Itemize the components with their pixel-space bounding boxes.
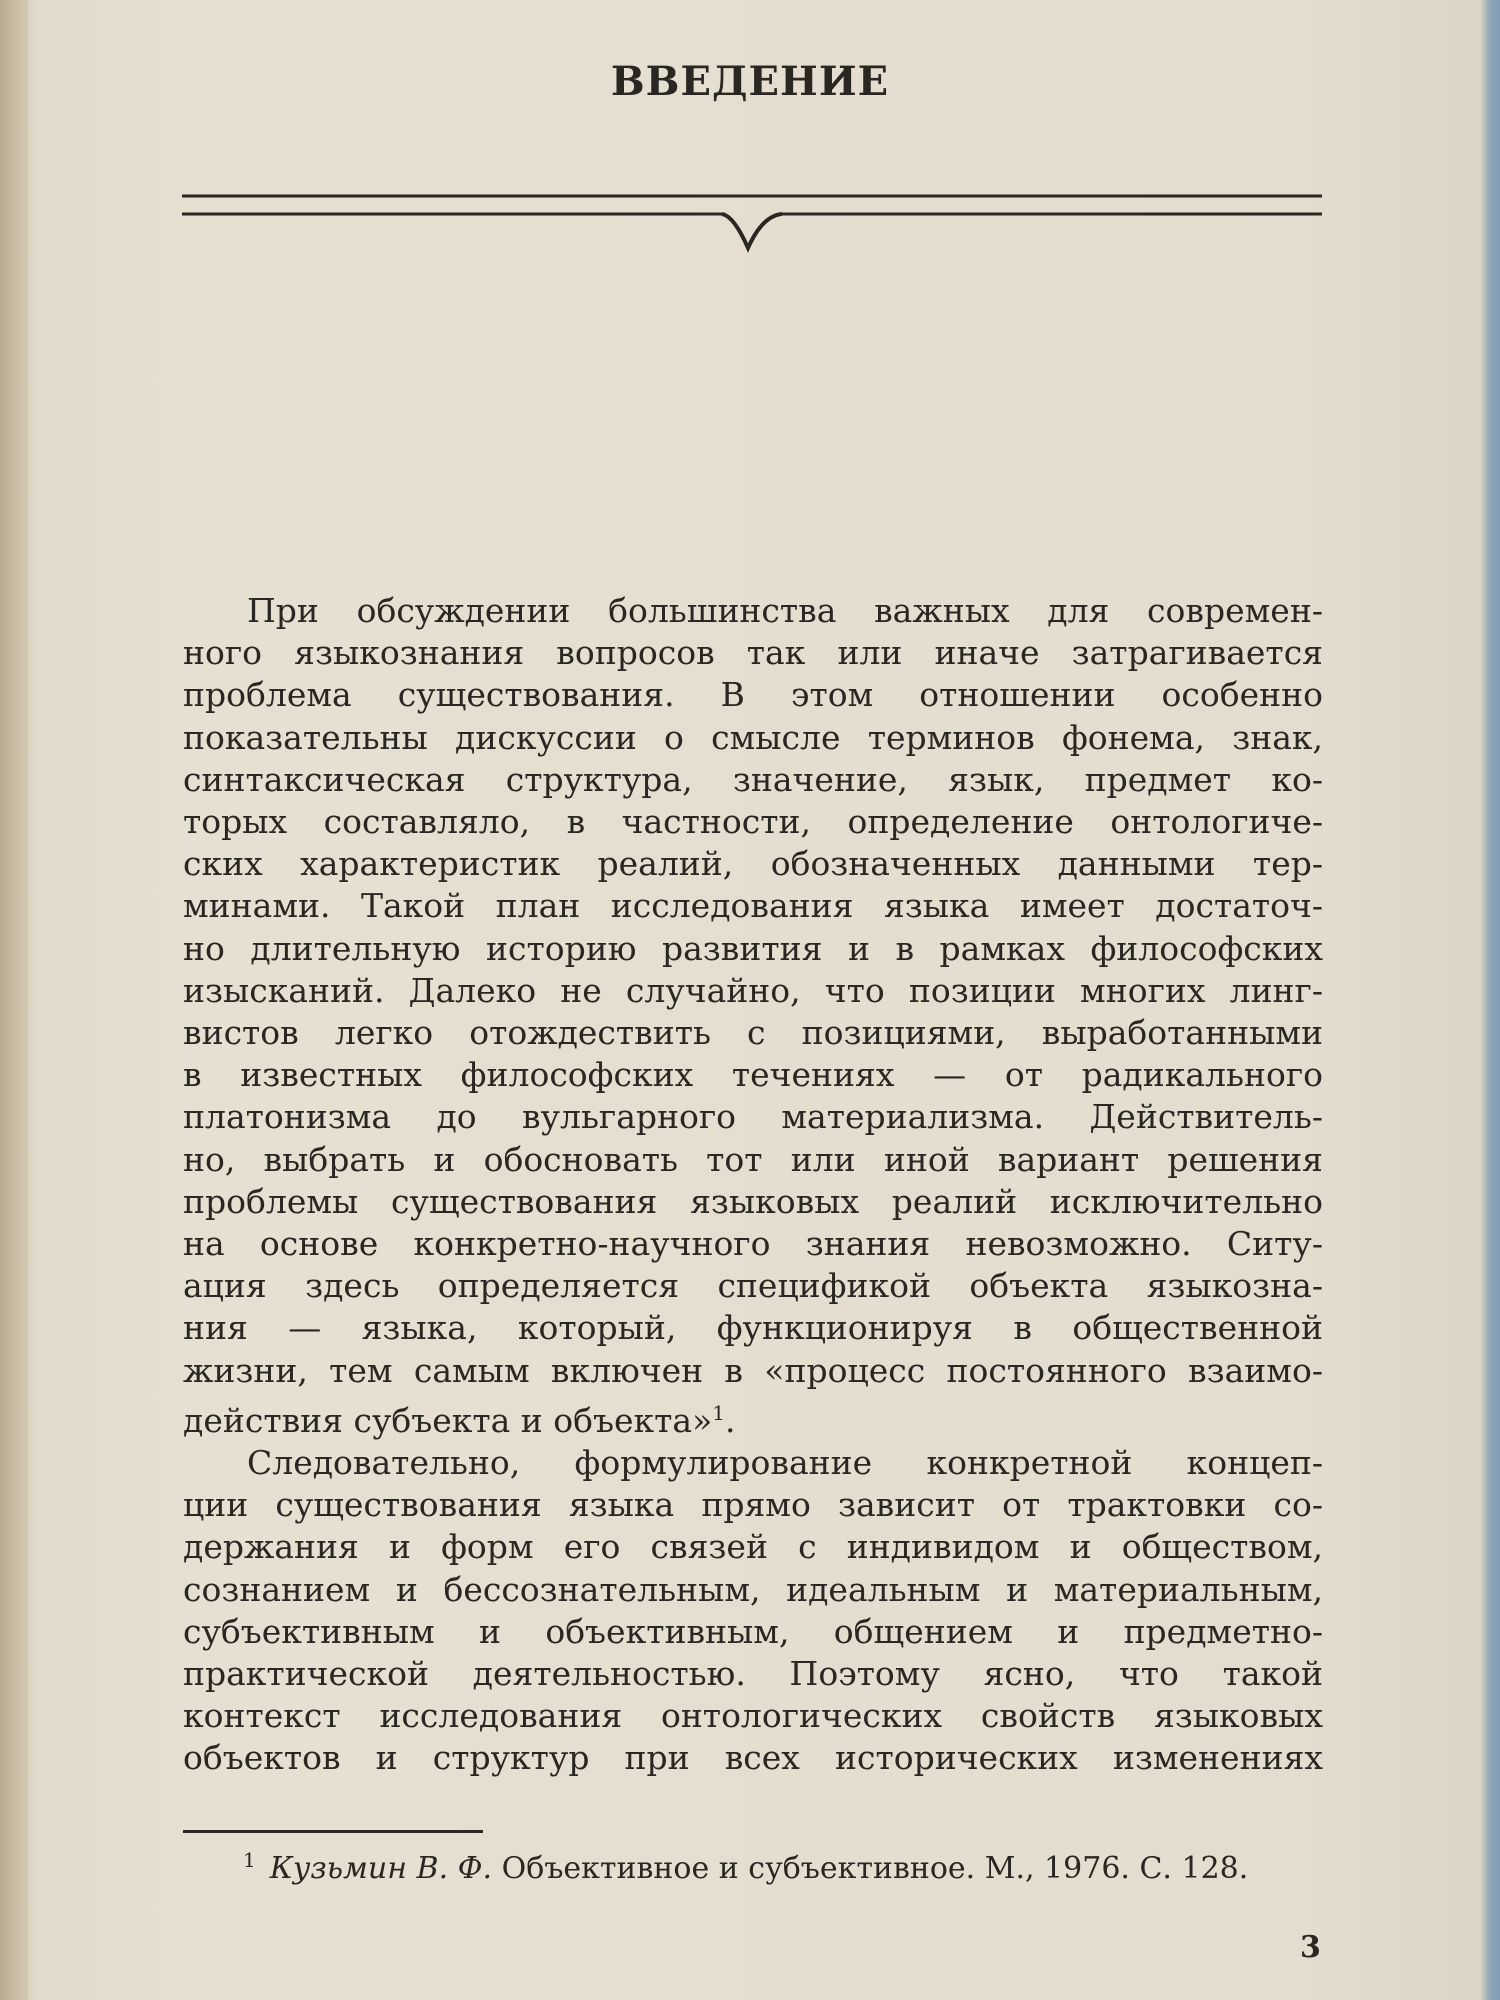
text-line: объектов и структур при всех исторических изменениях bbox=[183, 1738, 1323, 1778]
page-number: 3 bbox=[1300, 1930, 1321, 1965]
text-line-content: действия субъекта и объекта» bbox=[183, 1400, 713, 1440]
text-line: ного языкознания вопросов так или иначе затрагивается bbox=[183, 633, 1323, 673]
footnote bbox=[243, 1848, 1248, 1886]
text-line: ции существования языка прямо зависит от трактовки со- bbox=[183, 1485, 1323, 1525]
text-line: но, выбрать и обосновать тот или иной вариант решения bbox=[183, 1139, 1323, 1179]
text-line: вистов легко отождествить с позициями, выработанными bbox=[183, 1013, 1323, 1053]
text-line: платонизма до вульгарного материализма. Действитель- bbox=[183, 1097, 1323, 1137]
text-line: торых составляло, в частности, определение онтологиче- bbox=[183, 802, 1323, 842]
text-line: проблемы существования языковых реалий исключительно bbox=[183, 1181, 1323, 1221]
footnote-reference: 1 bbox=[712, 1400, 726, 1425]
text-line: При обсуждении большинства важных для современ- bbox=[247, 591, 1323, 630]
footnote-author: Кузьмин В. Ф. bbox=[269, 1851, 493, 1886]
text-line: контекст исследования онтологических свойств языковых bbox=[183, 1696, 1323, 1736]
text-line: жизни, тем самым включен в «процесс постоянного взаимо- bbox=[183, 1350, 1323, 1390]
ornamental-divider bbox=[182, 190, 1322, 260]
text-line: ских характеристик реалий, обозначенных данными тер- bbox=[183, 844, 1323, 884]
text-line: ация здесь определяется спецификой объекта языкозна- bbox=[183, 1266, 1323, 1306]
text-line: субъективным и объективным, общением и предметно- bbox=[183, 1611, 1323, 1651]
text-line: но длительную историю развития и в рамках философских bbox=[183, 928, 1323, 968]
body-text bbox=[183, 590, 1323, 1780]
footnote-divider bbox=[183, 1830, 483, 1833]
footnote-mark: 1 bbox=[243, 1848, 256, 1872]
text-line: держания и форм его связей с индивидом и обществом, bbox=[183, 1527, 1323, 1567]
footnote-text: Объективное и субъективное. М., 1976. С. 128. bbox=[501, 1851, 1249, 1886]
text-line: в известных философских течениях — от радикального bbox=[183, 1055, 1323, 1095]
text-line: изысканий. Далеко не случайно, что позиции многих линг- bbox=[183, 970, 1323, 1010]
text-line: Следовательно, формулирование конкретной концеп- bbox=[247, 1443, 1323, 1483]
chapter-heading: ВВЕДЕНИЕ bbox=[610, 58, 890, 105]
text-line: синтаксическая структура, значение, язык, предмет ко- bbox=[183, 759, 1323, 799]
text-line: сознанием и бессознательным, идеальным и материальным, bbox=[183, 1569, 1323, 1609]
text-line: ния — языка, который, функционируя в общественной bbox=[183, 1308, 1323, 1348]
text-line: показательны дискуссии о смысле терминов фонема, знак, bbox=[183, 717, 1323, 757]
text-line: проблема существования. В этом отношении особенно bbox=[183, 675, 1323, 715]
text-line-paragraph-end: действия субъекта и объекта»$^1$. bbox=[183, 1400, 736, 1440]
text-line: минами. Такой план исследования языка имеет достаточ- bbox=[183, 886, 1323, 926]
text-line: на основе конкретно-научного знания невозможно. Ситу- bbox=[183, 1224, 1323, 1264]
text-line: практической деятельностью. Поэтому ясно, что такой bbox=[183, 1654, 1323, 1694]
book-spine bbox=[0, 0, 28, 2000]
